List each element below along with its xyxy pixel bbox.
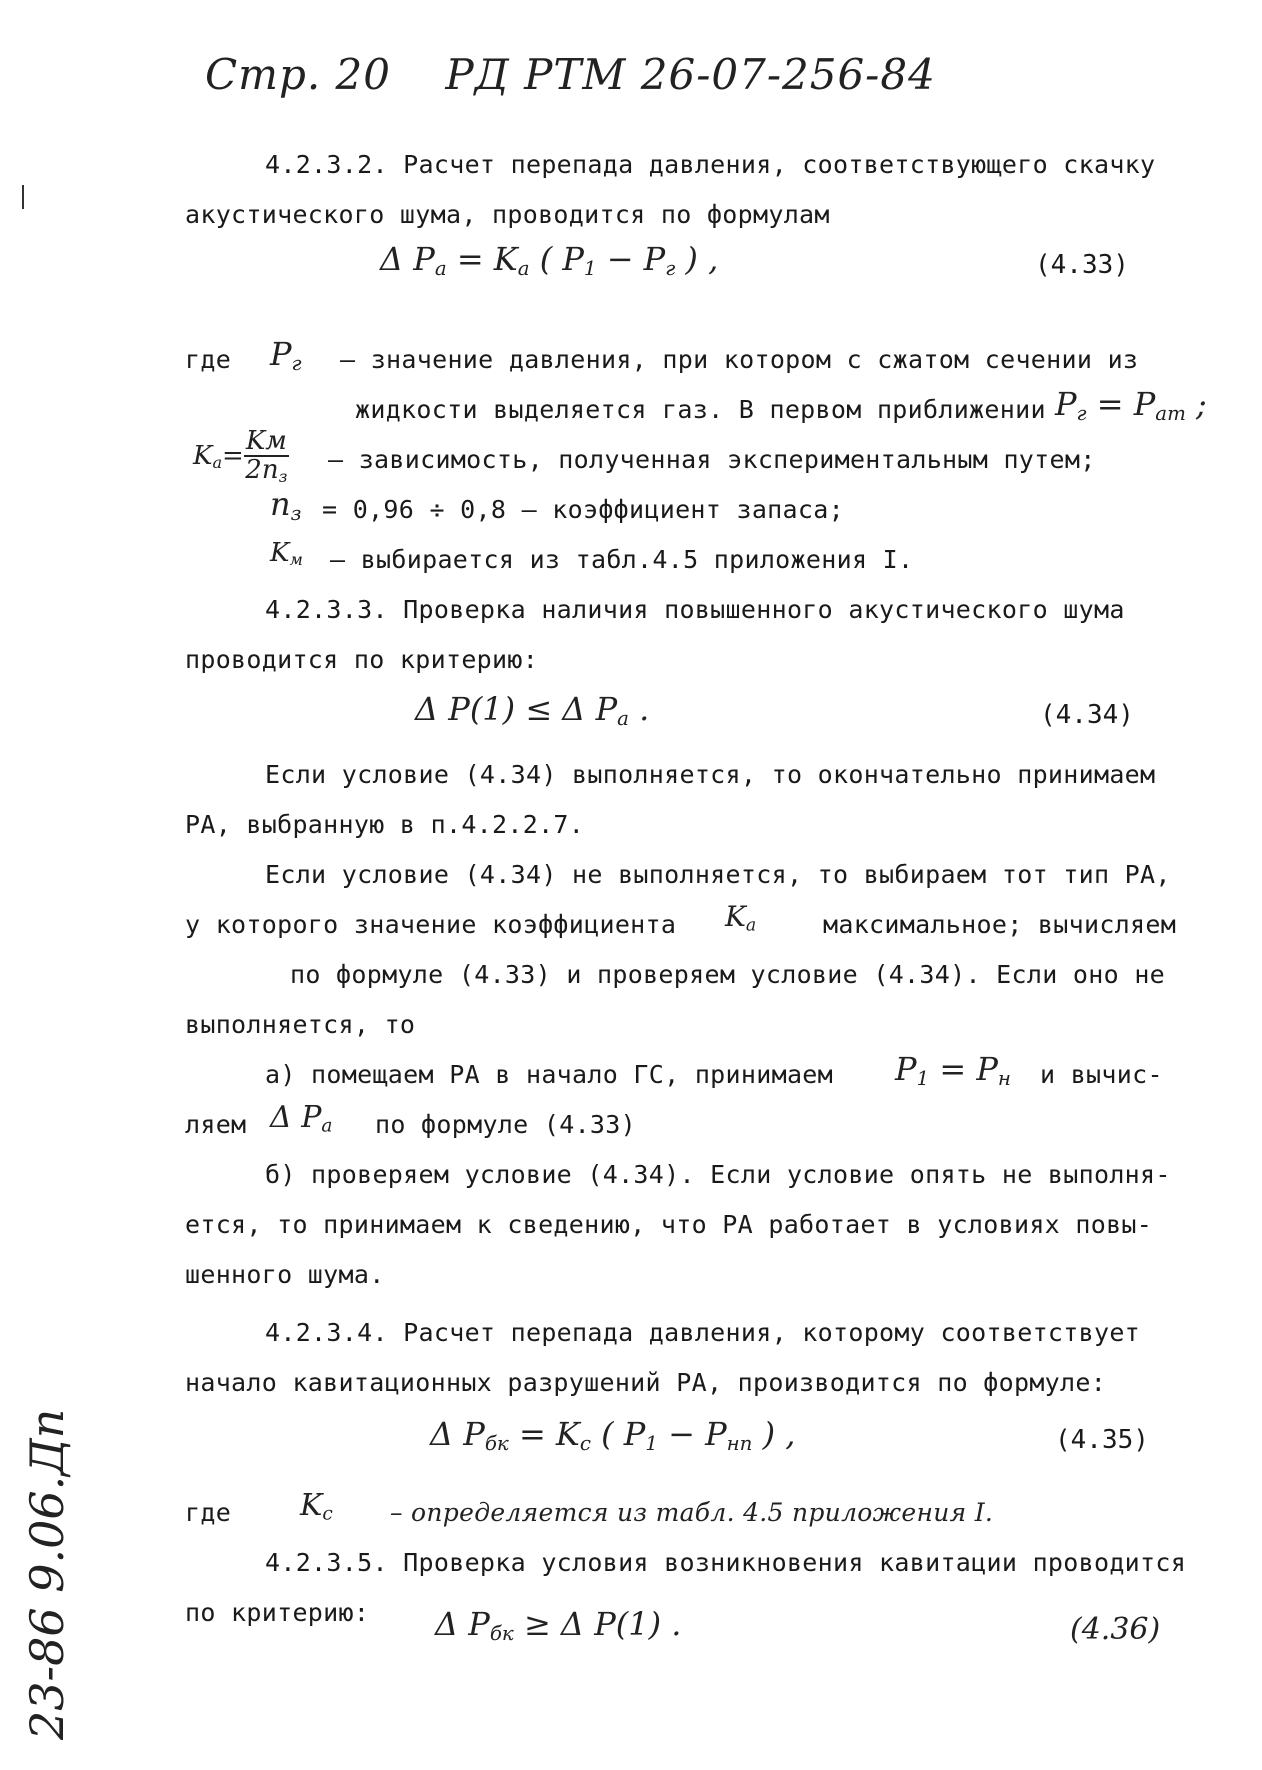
symbol-kc: $K_c$	[300, 1488, 333, 1525]
formula-ka: $K_a=$ $\frac{Kм}{2n_з}$	[193, 426, 288, 487]
formula-4-36: Δ $P_{бк} \ge \Delta$ P(1) .	[435, 1605, 682, 1645]
formula-4-33: Δ $P_a = K_a$ ( $P_1 - P_г$ ) ,	[380, 240, 719, 280]
text-line: – определяется из табл. 4.5 приложения I.	[390, 1498, 994, 1527]
document-code: РД РТМ 26-07-256-84	[445, 50, 936, 99]
equation-number: (4.34)	[1040, 700, 1134, 730]
formula-pr-pat: $P_г = P_{ат}$ ;	[1055, 385, 1207, 425]
text-line: ется, то принимаем к сведению, что РА работает в условиях повы-	[185, 1210, 1153, 1239]
text-line: и вычис-	[1040, 1060, 1163, 1089]
text-line: = 0,96 ÷ 0,8 – коэффициент запаса;	[322, 495, 844, 524]
text-line: 4.2.3.4. Расчет перепада давления, которому соответствует	[265, 1318, 1141, 1347]
formula-4-34: Δ P(1) ≤ Δ $P_a$ .	[415, 690, 650, 730]
text-line: ляем	[185, 1110, 247, 1139]
text-line: Если условие (4.34) выполняется, то окончательно принимаем	[265, 760, 1156, 789]
text-line: 4.2.3.3. Проверка наличия повышенного акустического шума	[265, 595, 1125, 624]
text-line: 4.2.3.2. Расчет перепада давления, соответствующего скачку	[265, 150, 1156, 179]
symbol-dpa: Δ $P_a$	[270, 1100, 333, 1137]
text-line: акустического шума, проводится по формулам	[185, 200, 830, 229]
equation-number: (4.33)	[1035, 250, 1129, 280]
text-line: по формуле (4.33)	[375, 1110, 636, 1139]
symbol-ka: $K_a$	[725, 900, 757, 936]
text-line: выполняется, то	[185, 1010, 416, 1039]
page-header	[205, 50, 936, 99]
text-line: начало кавитационных разрушений РА, производится по формуле:	[185, 1368, 1107, 1397]
text-line: шенного шума.	[185, 1260, 385, 1289]
text-line: Если условие (4.34) не выполняется, то выбираем тот тип РА,	[265, 860, 1171, 889]
text-line: РА, выбранную в п.4.2.2.7.	[185, 810, 585, 839]
symbol-pr: $P_г$	[270, 335, 302, 375]
text-line: а) помещаем РА в начало ГС, принимаем	[265, 1060, 833, 1089]
text-line: максимальное; вычисляем	[823, 910, 1177, 939]
text-line: по формуле (4.33) и проверяем условие (4.34). Если оно не	[290, 960, 1166, 989]
formula-4-35: Δ $P_{бк} = K_c$ ( $P_1 - P_{нп}$ ) ,	[430, 1415, 796, 1455]
text-line: – значение давления, при котором с сжатом сечении из	[340, 345, 1139, 374]
text-line: по критерию:	[185, 1598, 370, 1627]
text-line: – зависимость, полученная экспериментальным путем;	[328, 445, 1096, 474]
text-line: жидкости выделяется газ. В первом приближении	[355, 395, 1046, 424]
text-line: у которого значение коэффициента	[185, 910, 677, 939]
formula-p1-pn: $P_1 = P_н$	[895, 1050, 1011, 1090]
text-line: где	[185, 345, 232, 374]
margin-handwritten-note: 23-86 9.06.Дп	[20, 1408, 74, 1740]
symbol-n3: $n_з$	[270, 485, 302, 525]
text-line: б) проверяем условие (4.34). Если условие опять не выполня-	[265, 1160, 1171, 1189]
text-line: проводится по критерию:	[185, 645, 539, 674]
equation-number: (4.35)	[1055, 1425, 1149, 1455]
text-line: где	[185, 1498, 232, 1527]
margin-mark	[22, 185, 24, 209]
symbol-km: $K_м$	[270, 538, 303, 570]
equation-number: (4.36)	[1070, 1612, 1161, 1647]
text-line: – выбирается из табл.4.5 приложения I.	[330, 545, 914, 574]
page-number: Стр. 20	[205, 50, 391, 99]
text-line: 4.2.3.5. Проверка условия возникновения кавитации проводится	[265, 1548, 1187, 1577]
